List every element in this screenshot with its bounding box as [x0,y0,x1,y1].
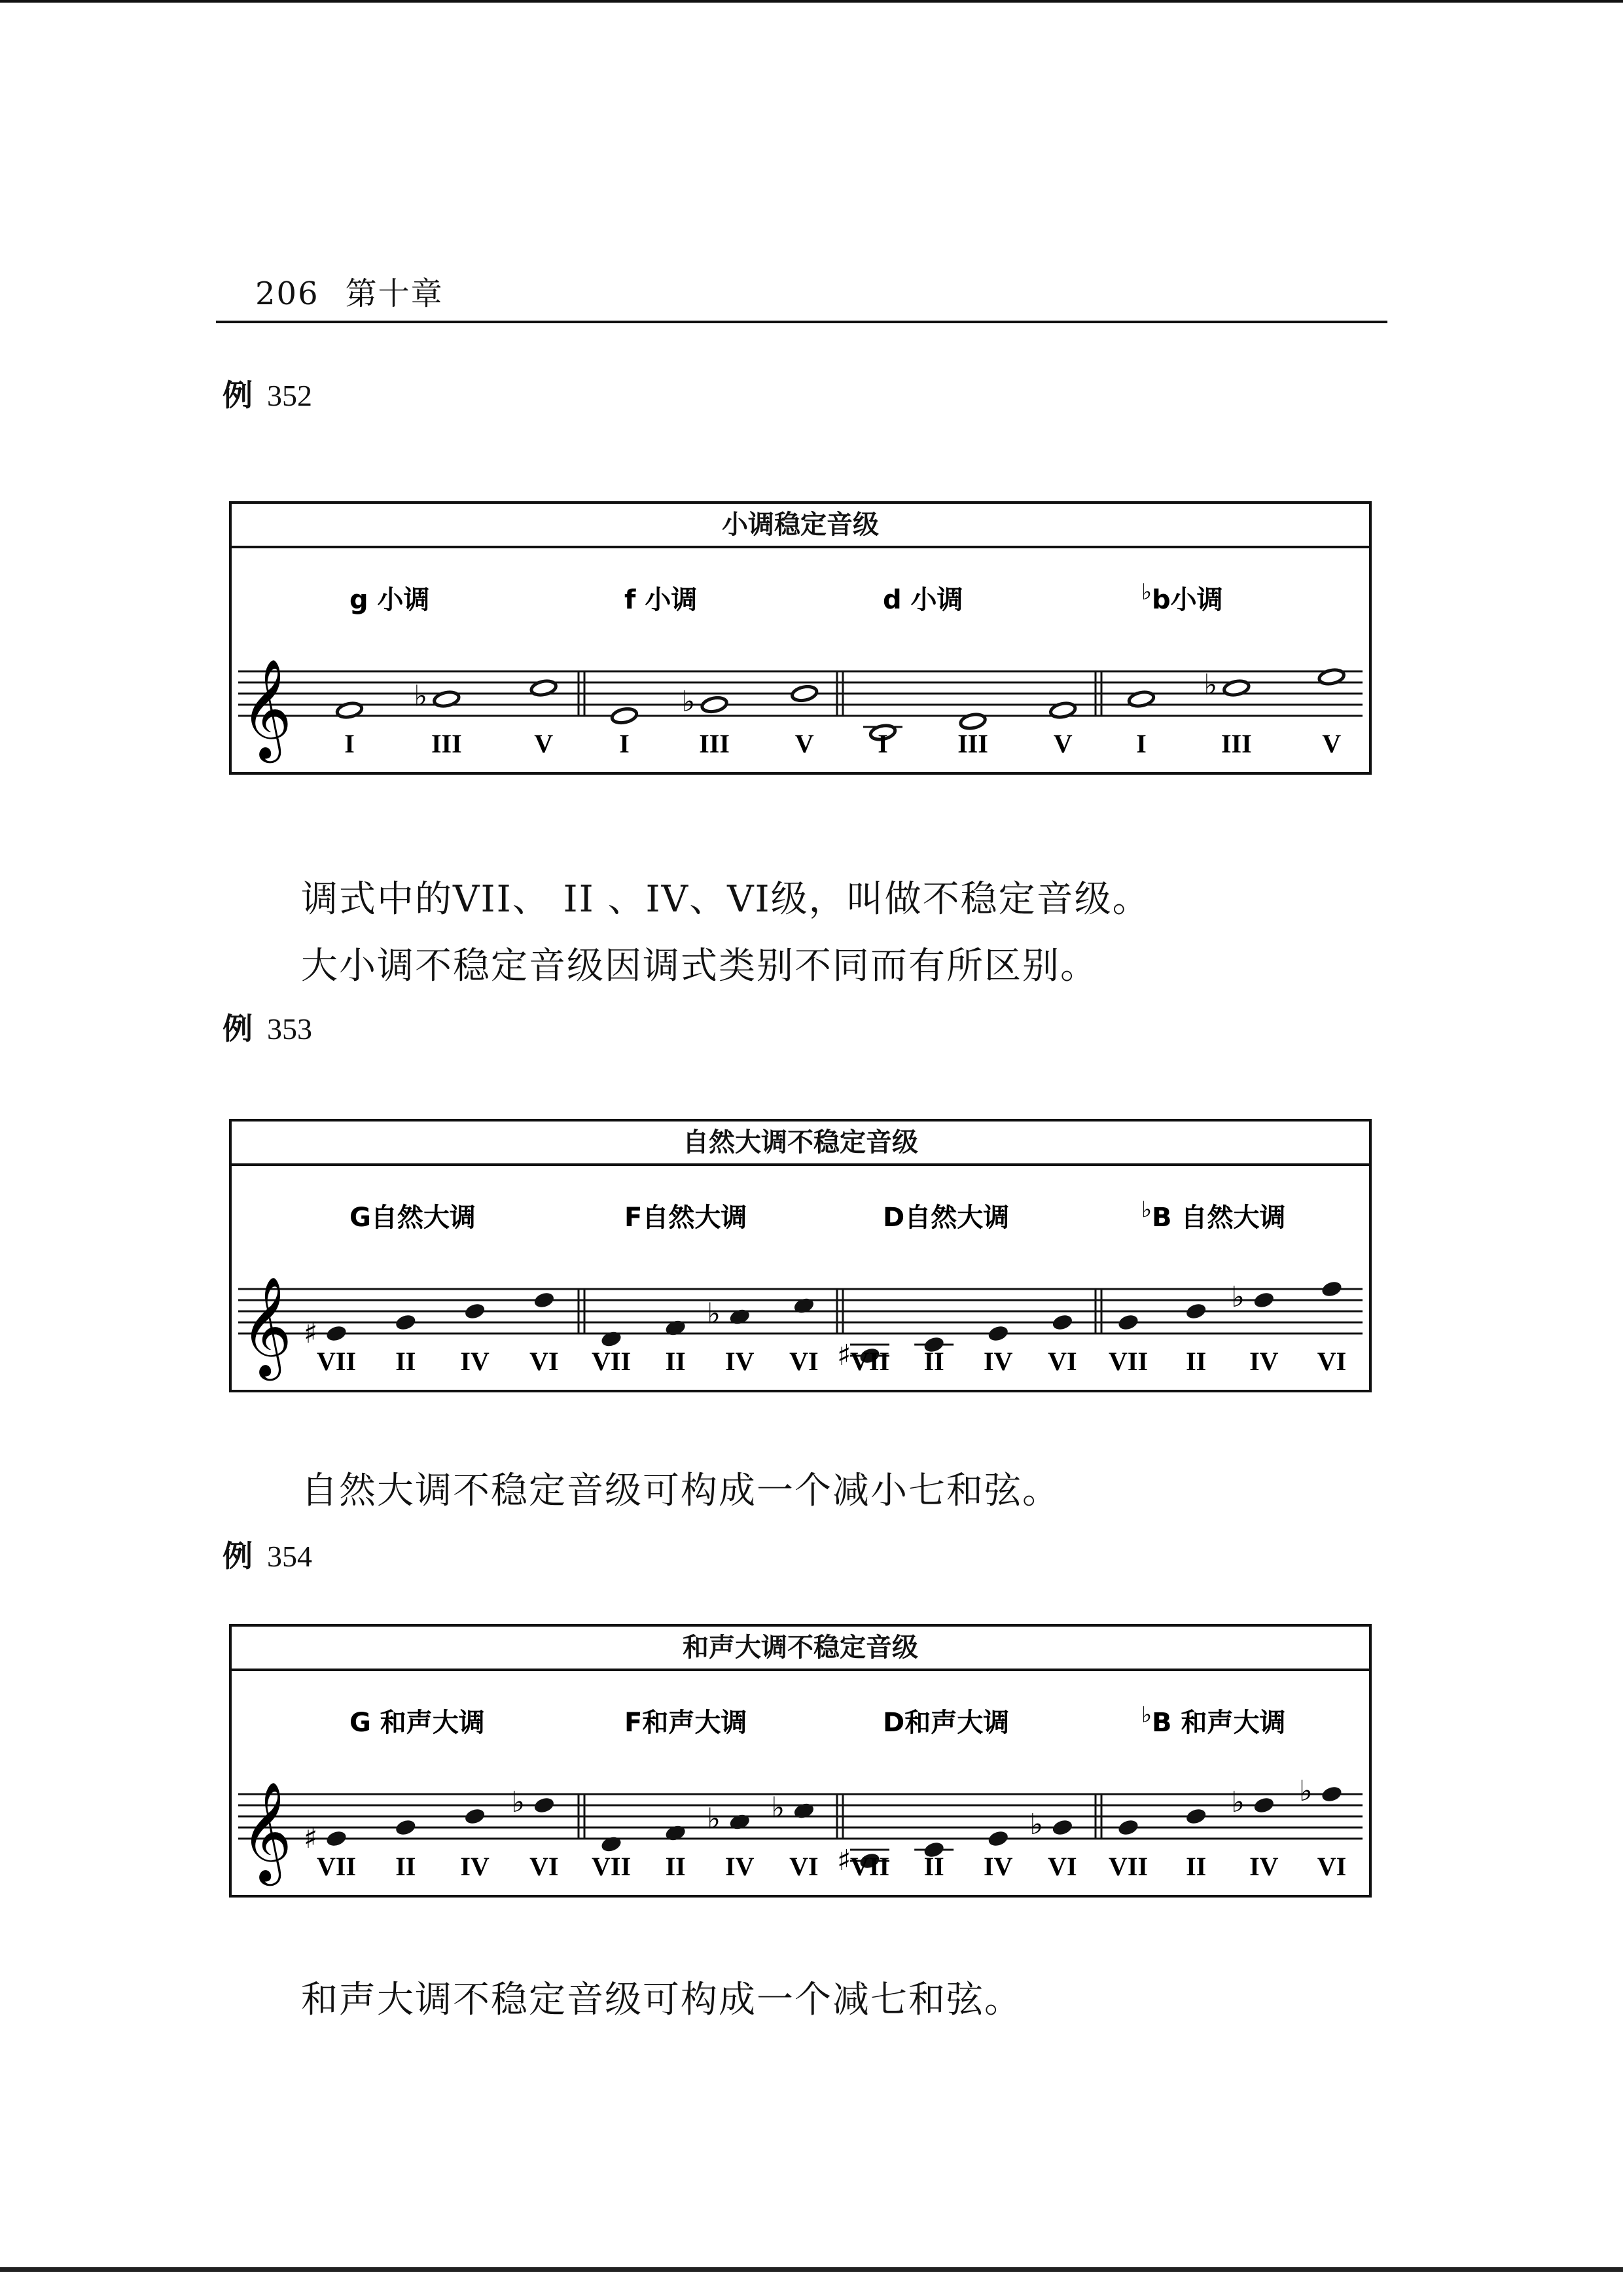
scale-degree-label: VII [591,1347,632,1376]
filled-notehead [664,1824,687,1843]
scale-degree-label: III [699,729,730,758]
top-edge-rule [0,0,1623,3]
scale-degree-label: I [878,729,888,758]
filled-notehead [599,1330,622,1349]
example-label-352 [223,372,312,415]
filled-notehead [728,1812,751,1831]
scale-degree-label: I [1136,729,1147,758]
staff-svg [232,548,1369,772]
key-label: F和声大调 [624,1708,747,1738]
filled-notehead [394,1313,417,1332]
scale-degree-label: VII [591,1852,632,1881]
scale-degree-label: II [395,1347,416,1376]
scale-degree-label: VI [1317,1347,1347,1376]
scale-degree-label: VII [316,1347,357,1376]
filled-notehead [533,1795,556,1814]
filled-notehead [1051,1818,1074,1837]
scale-degree-label: II [1186,1852,1207,1881]
flat-sign-icon: ♭ [681,685,696,718]
key-label: D和声大调 [883,1708,1010,1738]
filled-notehead [1320,1279,1343,1298]
paragraph-natural-major: 自然大调不稳定音级可构成一个减小七和弦。 [301,1470,1060,1512]
scale-degree-label: VII [1108,1852,1149,1881]
score-title: 和声大调不稳定音级 [232,1627,1369,1671]
flat-sign-icon: ♭ [771,1791,785,1825]
scale-degree-label: III [431,729,462,758]
treble-clef-icon: 𝄞 [241,1276,293,1377]
paragraph-distinction: 大小调不稳定音级因调式类别不同而有所区别。 [301,945,1098,987]
flat-sign-icon: ♭ [1298,1775,1313,1808]
filled-notehead [1051,1313,1074,1332]
key-label [1141,1197,1285,1233]
key-label: g 小调 [349,585,430,615]
sharp-sign-icon: ♯ [837,1844,851,1877]
scale-degree-label: IV [984,1852,1013,1881]
flat-sign-icon: ♭ [511,1786,526,1819]
key-label: d 小调 [883,585,963,615]
example-number: 354 [267,1540,312,1573]
flat-sign-icon: ♭ [1231,1280,1245,1314]
treble-clef-icon: 𝄞 [241,1781,293,1882]
chapter-title: 第十章 [345,275,444,312]
scale-degree-label: IV [984,1347,1013,1376]
scale-degree-label: VI [789,1347,819,1376]
filled-notehead [1116,1313,1139,1332]
staff-svg [232,1166,1369,1390]
sharp-sign-icon: ♯ [837,1339,851,1372]
filled-notehead [463,1807,486,1826]
scale-degree-label: IV [725,1347,755,1376]
scale-degree-label: I [619,729,630,758]
scale-degree-label: II [665,1347,686,1376]
score-example-354 [229,1624,1372,1898]
scale-degree-label: II [395,1852,416,1881]
sharp-sign-icon: ♯ [304,1316,318,1350]
scale-degree-label: IV [725,1852,755,1881]
filled-notehead [463,1301,486,1320]
scale-degree-label: II [923,1347,944,1376]
scale-degree-label: IV [1249,1852,1279,1881]
filled-notehead [325,1324,348,1343]
scale-degree-label: IV [1249,1347,1279,1376]
key-label [1141,1702,1285,1738]
example-label-354 [223,1532,312,1576]
filled-notehead [599,1835,622,1854]
scale-degree-label: VI [529,1852,559,1881]
bottom-edge-rule [0,2267,1623,2272]
key-label: F自然大调 [624,1203,747,1233]
filled-notehead [987,1829,1010,1848]
scale-degree-label: VI [1048,1347,1077,1376]
key-label: D自然大调 [883,1203,1010,1233]
flat-sign-icon: ♭ [1029,1808,1044,1841]
scale-degree-label: V [534,729,554,758]
scale-degree-label: II [665,1852,686,1881]
flat-sign-icon: ♭ [1141,579,1152,605]
staff-svg [232,1671,1369,1895]
flat-sign-icon: ♭ [707,1297,721,1331]
filled-notehead [1320,1784,1343,1803]
filled-notehead [728,1307,751,1326]
page-header [255,268,444,313]
filled-notehead [987,1324,1010,1343]
example-word: 例 [223,1538,253,1574]
key-name: B 和声大调 [1152,1708,1286,1738]
scale-degree-label: VII [1108,1347,1149,1376]
flat-sign-icon: ♭ [1141,1197,1152,1223]
filled-notehead [664,1318,687,1337]
example-number: 353 [267,1012,312,1046]
key-label: G自然大调 [349,1203,476,1233]
whole-note [611,707,637,724]
header-rule [216,321,1387,323]
flat-sign-icon: ♭ [1204,668,1218,702]
treble-clef-icon: 𝄞 [241,658,293,759]
scale-degree-label: III [957,729,988,758]
scale-degree-label: II [1186,1347,1207,1376]
flat-sign-icon: ♭ [414,679,428,713]
filled-notehead [793,1296,815,1315]
whole-note [701,696,728,713]
scale-degree-label: V [794,729,814,758]
scale-degree-label: II [923,1852,944,1881]
scale-degree-label: V [1322,729,1342,758]
filled-notehead [1185,1301,1207,1320]
flat-sign-icon: ♭ [707,1802,721,1836]
scale-degree-label: VII [849,1852,890,1881]
example-number: 352 [267,379,312,412]
scale-degree-label: VII [316,1852,357,1881]
scale-degree-label: VI [1317,1852,1347,1881]
example-word: 例 [223,378,253,413]
flat-sign-icon: ♭ [1141,1702,1152,1728]
key-label: G 和声大调 [349,1708,485,1738]
scale-degree-label: IV [460,1852,490,1881]
filled-notehead [1116,1818,1139,1837]
score-title: 自然大调不稳定音级 [232,1122,1369,1166]
scale-degree-label: VI [529,1347,559,1376]
scale-degree-label: IV [460,1347,490,1376]
scale-degree-label: VII [849,1347,890,1376]
paragraph-harmonic-major: 和声大调不稳定音级可构成一个减七和弦。 [301,1979,1022,2021]
scale-degree-label: III [1221,729,1252,758]
score-example-352 [229,501,1372,775]
filled-notehead [793,1801,815,1820]
filled-notehead [1185,1807,1207,1826]
scale-degree-label: VI [789,1852,819,1881]
scale-degree-label: I [344,729,355,758]
score-example-353 [229,1119,1372,1392]
filled-notehead [325,1829,348,1848]
key-label: f 小调 [624,585,698,615]
filled-notehead [394,1818,417,1837]
example-word: 例 [223,1011,253,1046]
score-title: 小调稳定音级 [232,504,1369,548]
paragraph-unstable-degrees: 调式中的VII、 II 、IV、VI级，叫做不稳定音级。 [301,878,1150,921]
key-name: B 自然大调 [1152,1203,1286,1233]
example-label-353 [223,1005,312,1048]
filled-notehead [1253,1795,1275,1814]
scale-degree-label: V [1053,729,1073,758]
flat-sign-icon: ♭ [1231,1786,1245,1819]
sharp-sign-icon: ♯ [304,1822,318,1855]
scale-degree-label: VI [1048,1852,1077,1881]
key-name: b小调 [1152,585,1223,615]
filled-notehead [1253,1290,1275,1309]
whole-note [791,684,818,702]
key-label [1141,579,1223,615]
filled-notehead [533,1290,556,1309]
page-number: 206 [255,275,319,312]
